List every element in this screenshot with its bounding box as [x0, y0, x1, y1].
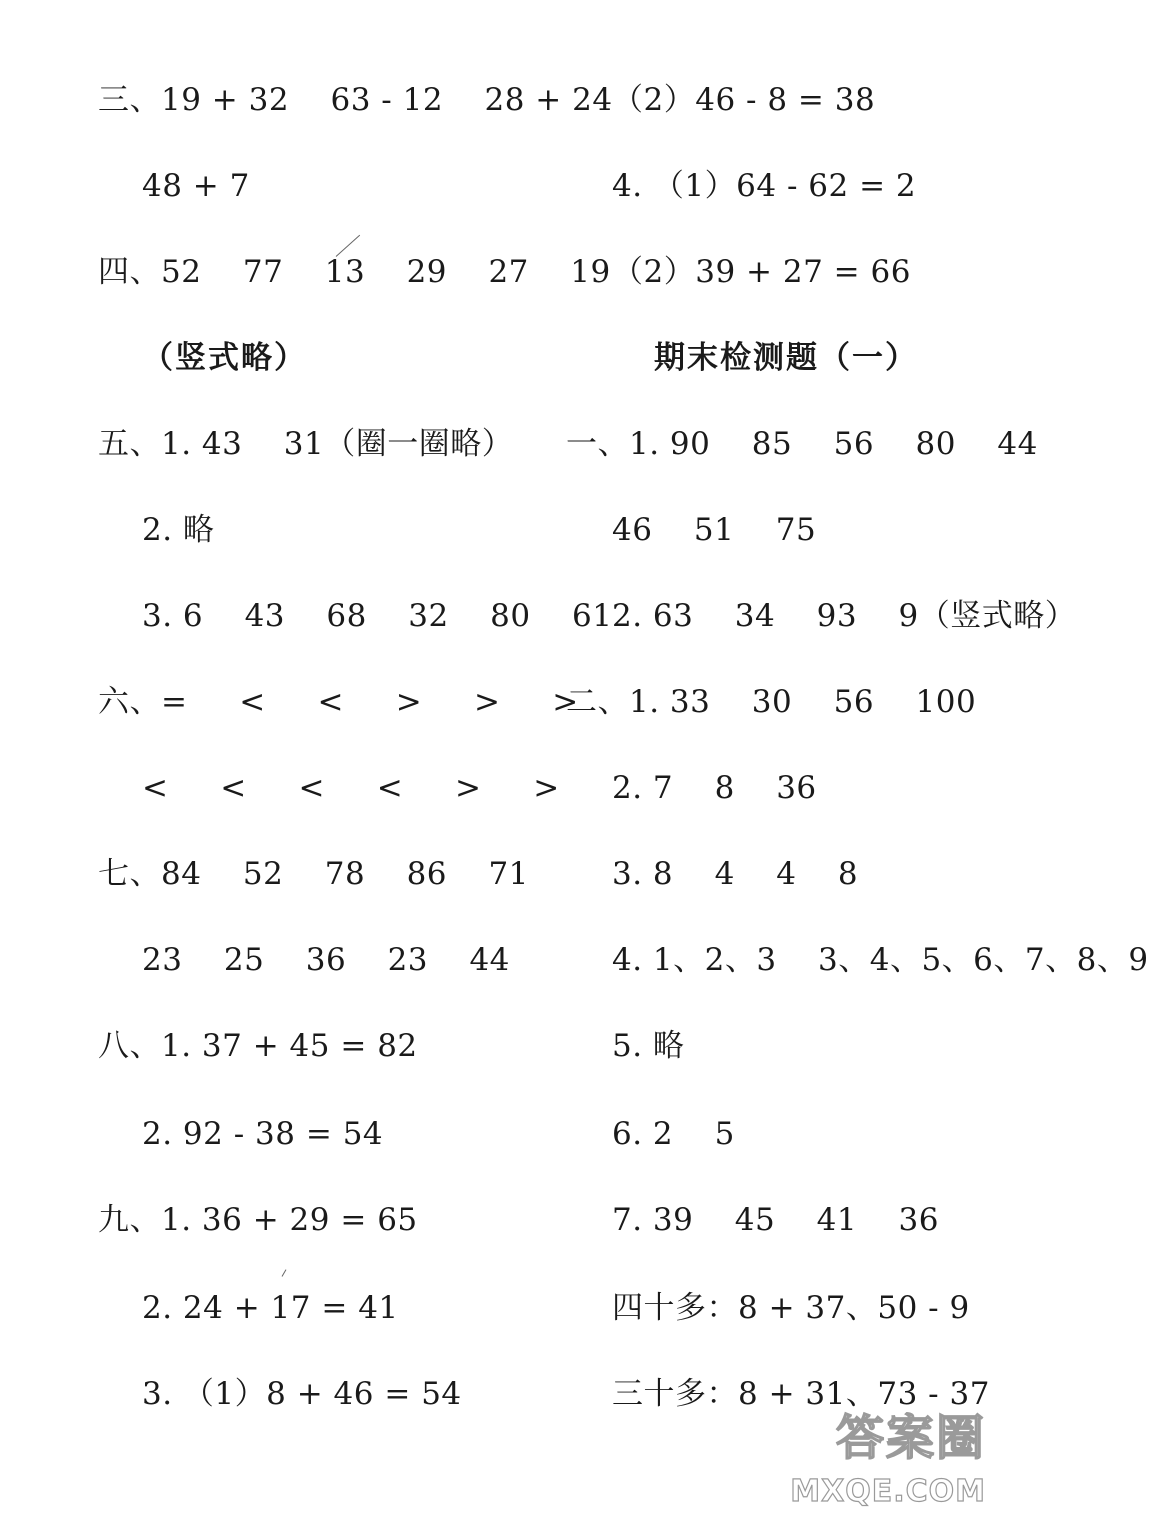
answer-line: 四十多：8 + 37、50 - 9: [612, 1290, 970, 1326]
answer-line: 2. 63 34 93 9（竖式略）: [612, 598, 1077, 634]
answer-line: 3. （1）8 + 46 = 54: [142, 1376, 462, 1412]
answer-line: 三、19 + 32 63 - 12 28 + 24: [98, 82, 613, 118]
answer-line: 九、1. 36 + 29 = 65: [98, 1202, 418, 1238]
answer-line: 二、1. 33 30 56 100: [566, 684, 977, 720]
watermark-logo: 答案圈: [835, 1410, 986, 1466]
answer-line: 2. 略: [142, 512, 215, 548]
answer-line: 三十多：8 + 31、73 - 37: [612, 1376, 990, 1412]
answer-line: 5. 略: [612, 1028, 685, 1064]
answer-line: （2）39 + 27 = 66: [612, 254, 911, 290]
section-title: 期末检测题（一）: [654, 340, 918, 376]
answer-line: 46 51 75: [612, 512, 817, 548]
answer-line: 2. 7 8 36: [612, 770, 817, 806]
answer-line: < < < < > >: [142, 770, 560, 806]
answer-line: （2）46 - 8 = 38: [612, 82, 876, 118]
answer-line: 四、52 77 13 29 27 19: [98, 254, 611, 290]
scan-mark: [282, 1269, 287, 1276]
answer-line: 48 + 7: [142, 168, 250, 204]
watermark-url: MXQE.COM: [790, 1474, 986, 1509]
answer-line: 八、1. 37 + 45 = 82: [98, 1028, 418, 1064]
answer-line: 23 25 36 23 44: [142, 942, 510, 978]
answer-line: 7. 39 45 41 36: [612, 1202, 939, 1238]
answer-line: 4. （1）64 - 62 = 2: [612, 168, 917, 204]
answer-line: 6. 2 5: [612, 1116, 735, 1152]
answer-line: 一、1. 90 85 56 80 44: [566, 426, 1038, 462]
answer-line: 3. 8 4 4 8: [612, 856, 859, 892]
answer-line: 2. 24 + 17 = 41: [142, 1290, 399, 1326]
answer-line: 七、84 52 78 86 71: [98, 856, 529, 892]
answer-line: 3. 6 43 68 32 80 61: [142, 598, 613, 634]
answer-line: 4. 1、2、3 3、4、5、6、7、8、9: [612, 942, 1149, 978]
answer-line: 五、1. 43 31（圈一圈略）: [98, 426, 514, 462]
answer-line: 六、= < < > > >: [98, 684, 579, 720]
section-note: （竖式略）: [142, 340, 307, 376]
watermark: [790, 1399, 986, 1509]
answer-line: 2. 92 - 38 = 54: [142, 1116, 384, 1152]
